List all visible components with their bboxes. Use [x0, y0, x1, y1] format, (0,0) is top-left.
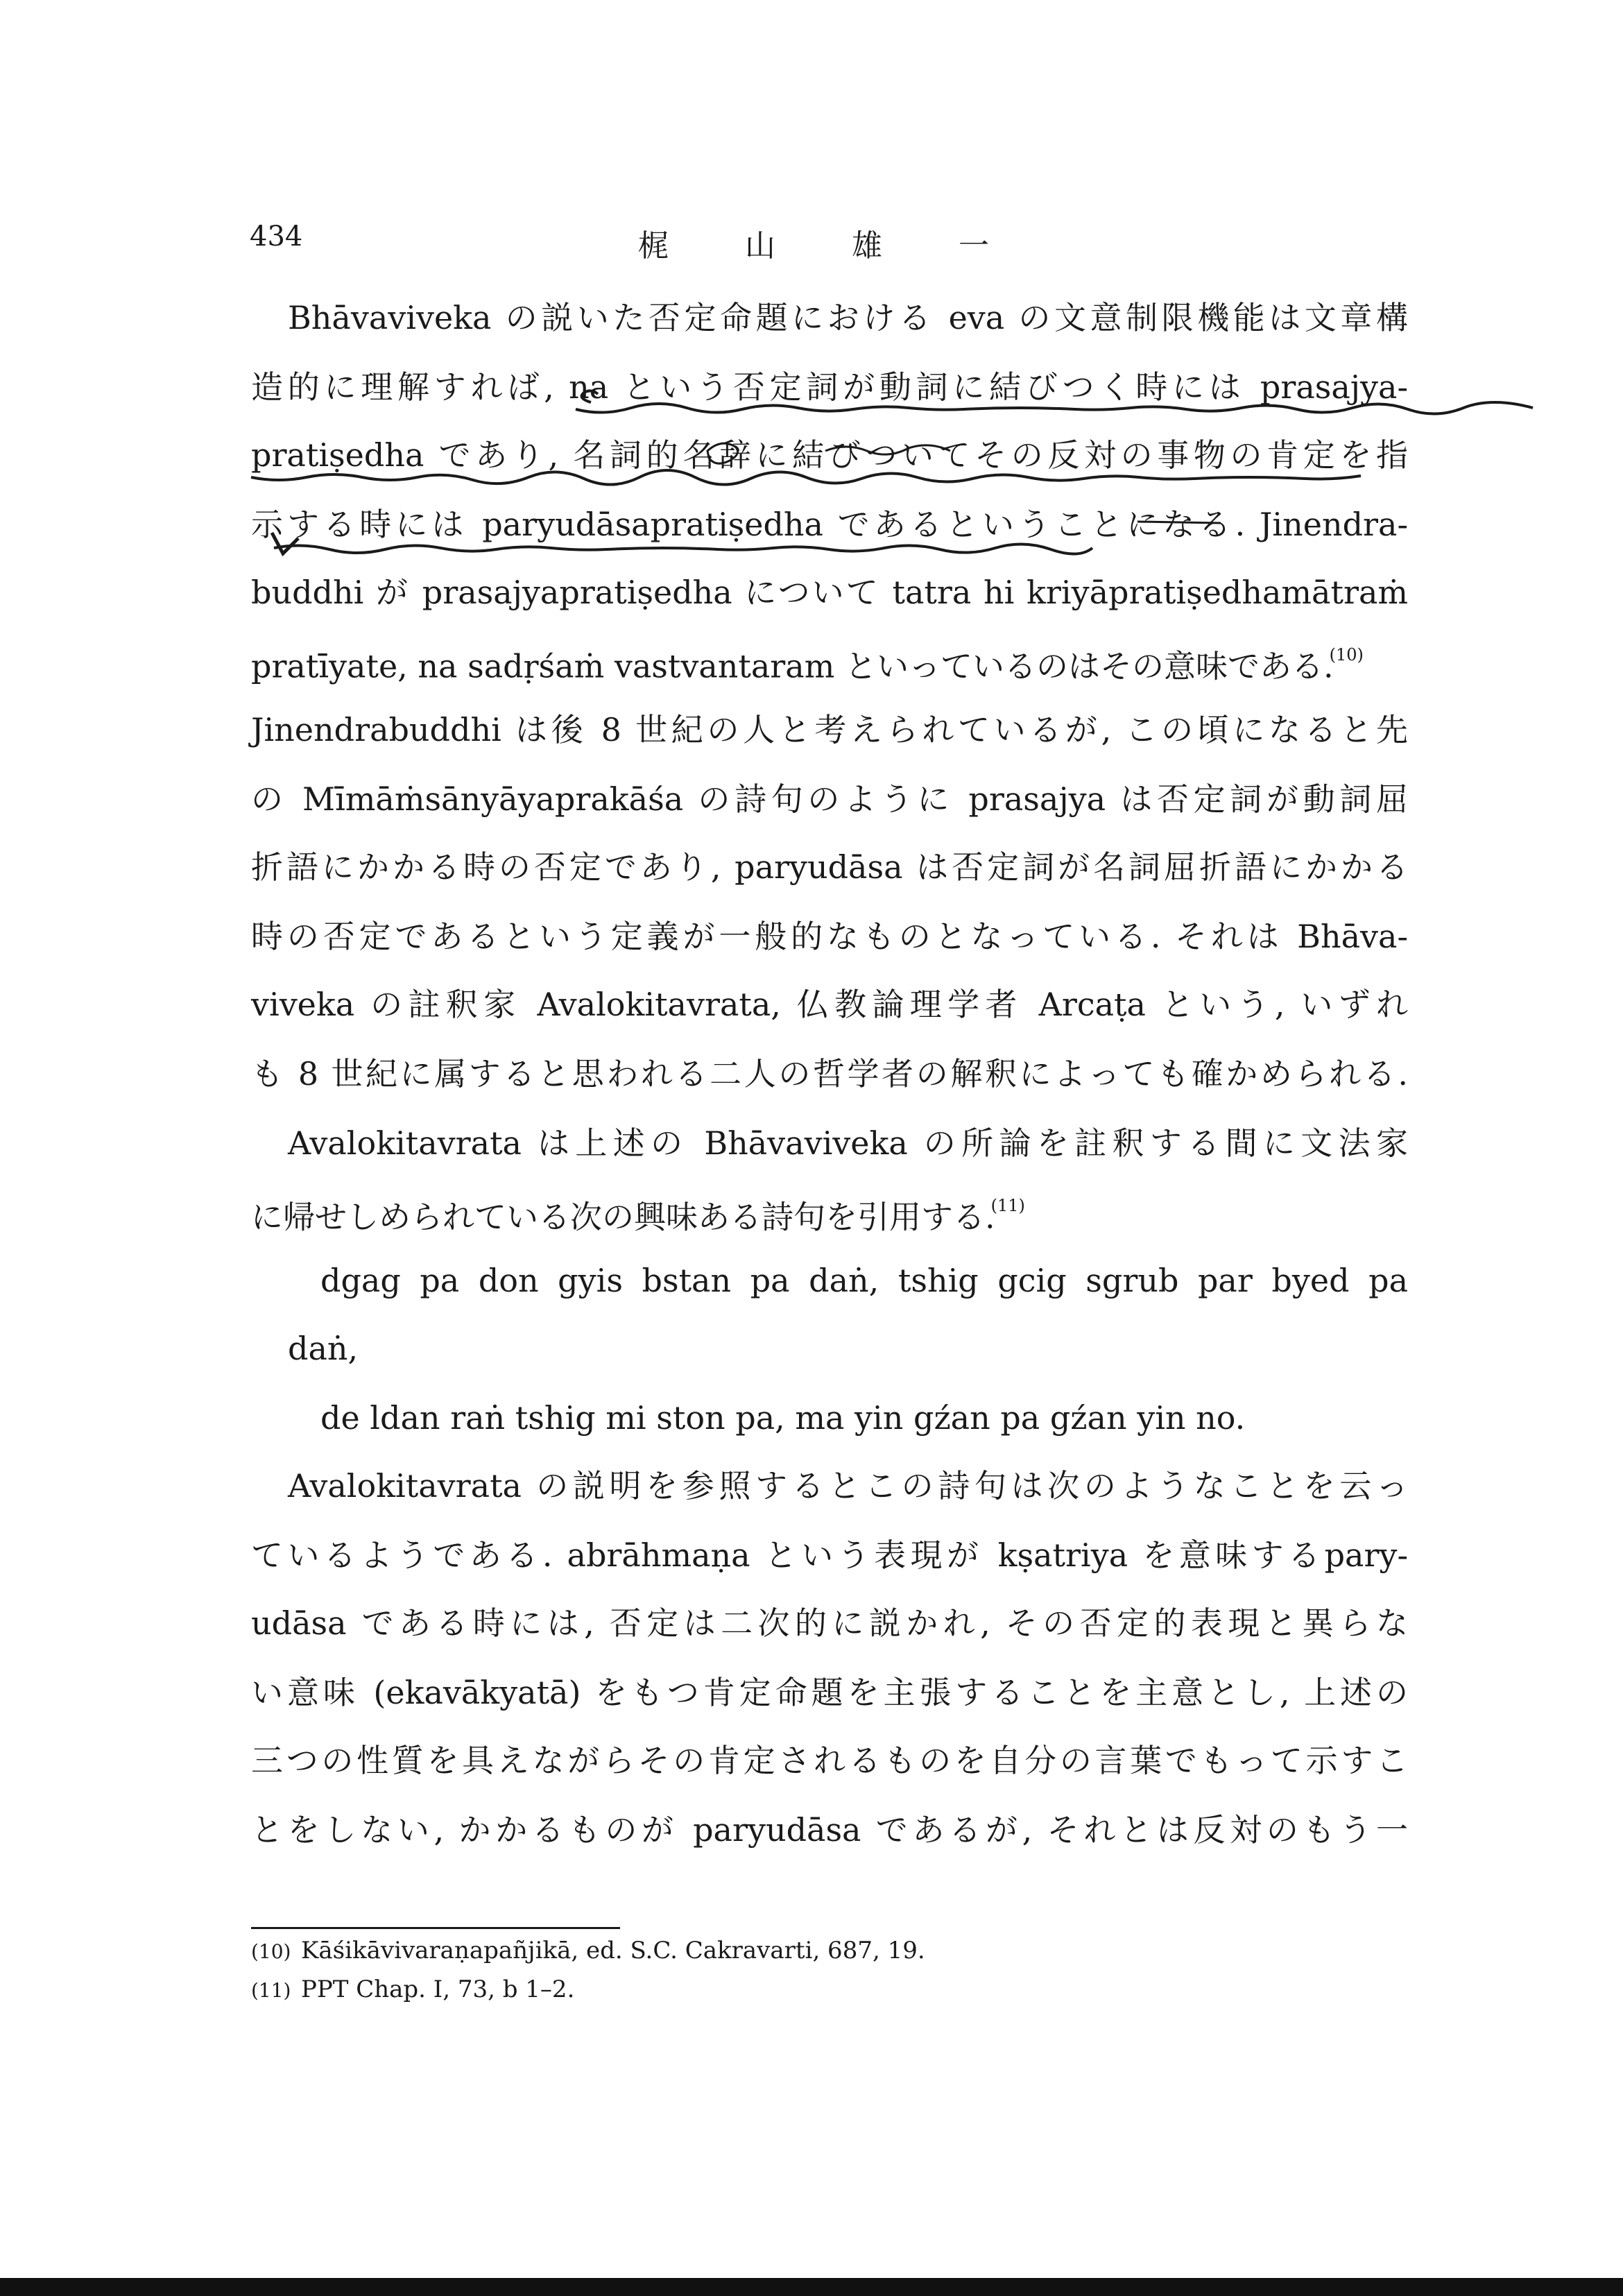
running-head-author: 梶山雄一 [638, 228, 1065, 264]
body-line: buddhi が prasajyapratiṣedha について tatra hi kriyāpratiṣedhamātraṁ [251, 574, 1408, 611]
ink-scribble-line3 [707, 443, 950, 463]
ink-underline-line3 [251, 470, 1361, 485]
ink-underline-line2 [576, 402, 1533, 414]
body-line: ているようである. abrāhmaṇa という表現が kṣatriya を意味するpary- [251, 1536, 1408, 1574]
body-line: 造的に理解すれば, na という否定詞が動詞に結びつく時には prasajya- [251, 368, 1408, 406]
ink-underline-line4 [274, 544, 1092, 554]
body-line: も 8 世紀に属すると思われる二人の哲学者の解釈によっても確かめられる. [251, 1055, 1408, 1093]
body-line: viveka の註釈家 Avalokitavrata, 仏教論理学者 Arcaṭa という, いずれ [251, 986, 1408, 1023]
ink-arrow-line4 [272, 533, 298, 554]
verse-line: daṅ, [288, 1330, 359, 1367]
footnote-text: PPT Chap. I, 73, b 1–2. [301, 1976, 575, 2003]
body-line: 三つの性質を具えながらその肯定されるものを自分の言葉でもって示すこ [251, 1742, 1408, 1779]
body-line: 示する時には paryudāsapratiṣedha であるということになる. Jinendra- [251, 506, 1408, 543]
body-line: Avalokitavrata は上述の Bhāvaviveka の所論を註釈する間に文法家 [288, 1124, 1408, 1162]
page-number: 434 [250, 221, 303, 252]
footnote-marker: (10) [251, 1940, 291, 1963]
ink-hook-line2 [582, 391, 598, 402]
body-line: pratiṣedha であり, 名詞的名辞に結びついてその反対の事物の肯定を指 [251, 436, 1408, 474]
footnote-marker: (11) [251, 1979, 291, 2002]
body-line: Avalokitavrata の説明を参照するとこの詩句は次のようなことを云っ [288, 1467, 1408, 1505]
footnote-ref-11[interactable]: (11) [990, 1196, 1025, 1215]
body-line-text: に帰せしめられている次の興味ある詩句を引用する. [251, 1198, 995, 1236]
body-line: の Mīmāṁsānyāyaprakāśa の詩句のように prasajya は否定詞が動詞屈 [251, 780, 1408, 818]
ink-strike-line4 [1137, 522, 1221, 523]
body-line: udāsa である時には, 否定は二次的に説かれ, その否定的表現と異らな [251, 1604, 1408, 1642]
footnote-text: Kāśikāvivaraṇapañjikā, ed. S.C. Cakravarti, 687, 19. [301, 1937, 925, 1964]
body-line: 時の否定であるという定義が一般的なものとなっている. それは Bhāva- [251, 918, 1408, 955]
verse-line: dgag pa don gyis bstan pa daṅ, tshig gcig sgrub par byed pa [320, 1262, 1408, 1299]
body-line: 折語にかかる時の否定であり, paryudāsa は否定詞が名詞屈折語にかかる [251, 848, 1408, 886]
body-line: Bhāvaviveka の説いた否定命題における eva の文意制限機能は文章構 [288, 299, 1408, 336]
body-line: い意味 (ekavākyatā) をもつ肯定命題を主張することを主意とし, 上述の [251, 1674, 1408, 1711]
page-bottom-edge [0, 2278, 1623, 2296]
body-line: Jinendrabuddhi は後 8 世紀の人と考えられているが, この頃になると先 [251, 711, 1408, 748]
body-line-text: pratīyate, na sadṛśaṁ vastvantaram といっているのはその意味である. [251, 647, 1334, 685]
body-line: とをしない, かかるものが paryudāsa であるが, それとは反対のもう一 [251, 1811, 1408, 1849]
footnote-ref-10[interactable]: (10) [1329, 645, 1364, 665]
verse-line: de ldan raṅ tshig mi ston pa, ma yin gźan pa gźan yin no. [320, 1399, 1246, 1437]
